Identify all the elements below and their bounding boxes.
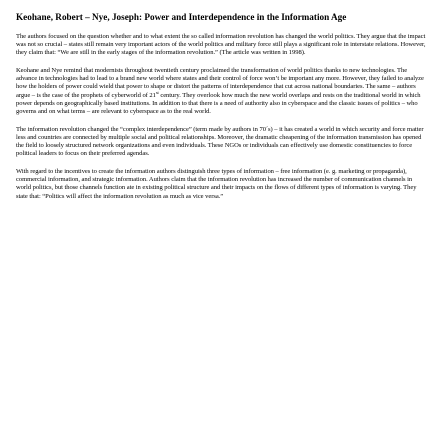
paragraph-1: The authors focused on the question whether and to what extent the so called information revolution has changed the world politics. They argue that the impact was not so crucial – states still remain very important actors of the world politics and military force still plays a significant role in interstate relations. However, they claim that: “We are still in the early stages of the information revolution.” (The article was written in 1998). — [16, 33, 426, 57]
document-title: Keohane, Robert – Nye, Joseph: Power and Interdependence in the Information Age — [16, 12, 347, 22]
paragraph-3: The information revolution changed the “complex interdependence” (term made by authors in 70´s) – it has created a world in which security and force matter less and countries are connected by multiple social and political relationships. Moreover, the dramatic cheapening of the information transmission has opened the field to loosely structured network organizations and even individuals. These NGOs or individuals can effectively use domestic constituencies to force political leaders to focus on their preferred agendas. — [16, 125, 424, 158]
paragraph-4: With regard to the incentives to create the information authors distinguish three types of information – free information (e. g. marketing or propaganda), commercial information, and strategic information. Authors claim that the information revolution has increased the number of communication channels in world politics, but those channels function ate in existing political structure and their impacts on the flows of different types of information is varying. They state that: “Politics will affect the information revolution as much as vice versa.” — [16, 168, 417, 200]
paragraph-2: Keohane and Nye remind that modernists throughout twentieth century proclaimed the transformation of world politics thanks to new technologies. The advance in technologies had to lead to a brand new world where states and their control of force won’t be important any more. However, they failed to analyze how the holders of power could wield that power to shape or distort the patterns of interdependence that cut across national boundaries. The same – authors argue – is the case of the prophets of cyberworld of 21st century. They overlook how much the new world overlaps and rests on the traditional world in which power depends on geographically based institutions. In addition to that there is a need of authority also in cyberspace and the classic issues of politics – who governs and on what terms – are relevant to cyberspace as to the real world. — [16, 67, 424, 115]
